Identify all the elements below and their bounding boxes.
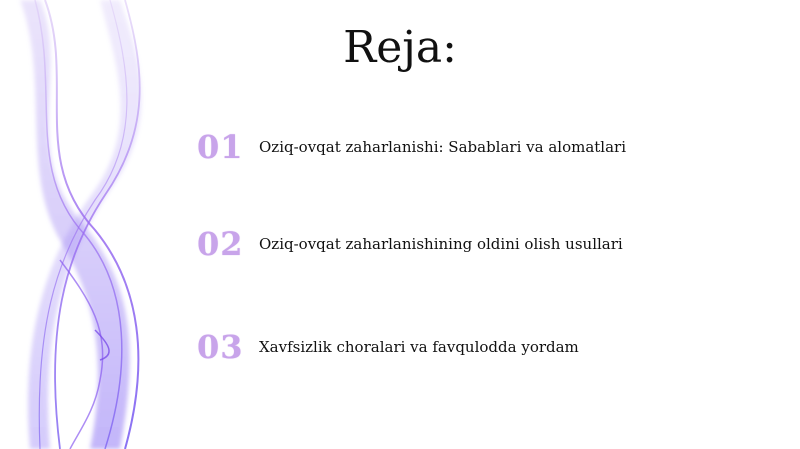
agenda-item-1 bbox=[197, 128, 626, 166]
item-text: Oziq-ovqat zaharlanishining oldini olish usullari bbox=[259, 235, 623, 253]
item-text: Oziq-ovqat zaharlanishi: Sabablari va alomatlari bbox=[259, 138, 627, 156]
agenda-item-3 bbox=[197, 328, 579, 366]
item-text: Xavfsizlik choralari va favqulodda yordam bbox=[259, 338, 579, 356]
item-number: 01 bbox=[197, 128, 244, 166]
item-number: 03 bbox=[197, 328, 244, 366]
agenda-item-2 bbox=[197, 225, 623, 263]
item-number: 02 bbox=[197, 225, 244, 263]
slide-title: Reja: bbox=[343, 22, 457, 73]
